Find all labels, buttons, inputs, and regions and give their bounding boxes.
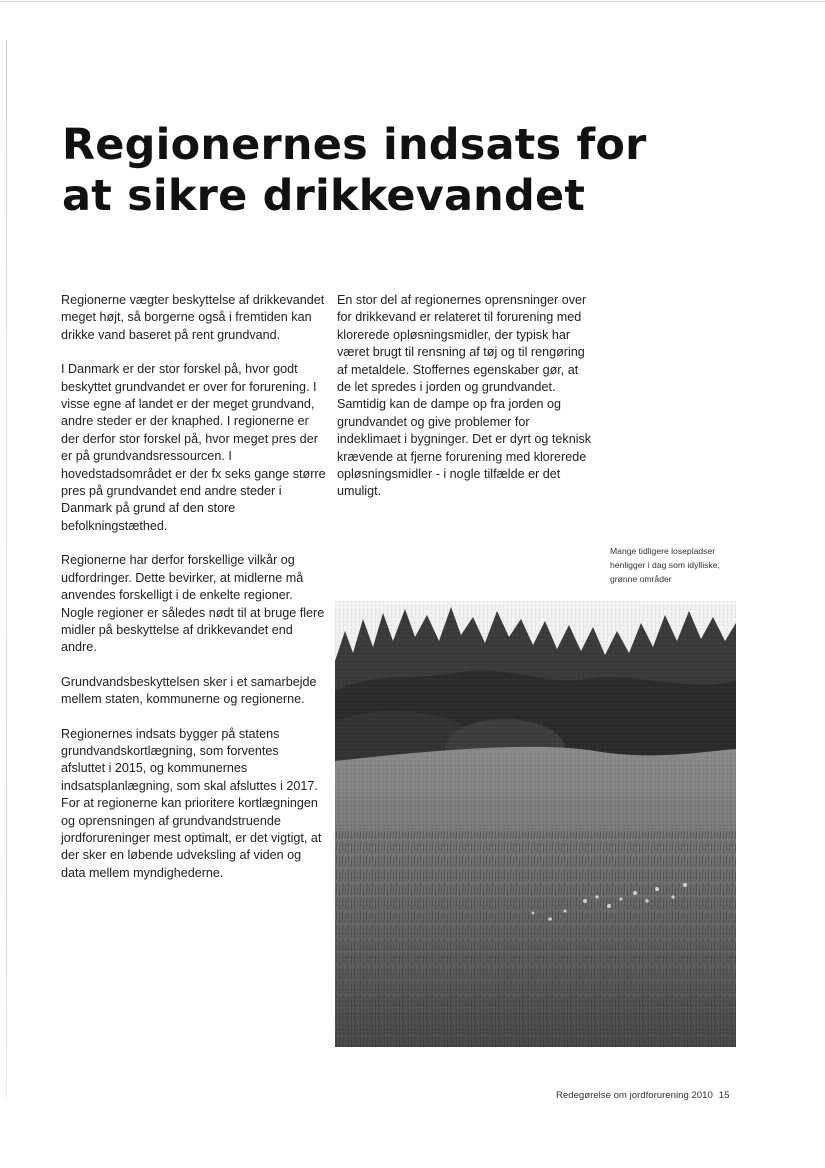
paragraph: En stor del af regionernes oprensninger over for drikkevand er relateret til forurening med klorerede opløsningsmidler, der typisk har været brugt til rensning af tøj og til rengøring af metaldele. Stoffernes egenskaber gør, at de let spredes i jorden og grundvandet. Samtidig kan de dampe op fra jorden og grundvandet og give problemer for indeklimaet i bygninger. Det er dyrt og teknisk krævende at fjerne forurening med klorerede opløsningsmidler - i nogle tilfælde er det umuligt.: [337, 293, 592, 499]
page-footer: [556, 1090, 756, 1101]
paragraph: Grundvandsbeskyttelsen sker i et samarbejde mellem staten, kommunerne og regionerne.: [61, 674, 317, 707]
footer-text: Redegørelse om jordforurening 2010: [556, 1090, 713, 1101]
paragraph: Regionernes indsats bygger på statens grundvandskortlægning, som forventes afsluttet i 2015, og kommunernes indsatsplanlægning, som skal afsluttes i 2017. For at regionerne kan prioritere kortlægningen og oprensningen af grundvandstruende jordforureninger mest optimalt, er det vigtigt, at der sker en løbende udveksling af viden og data mellem myndighederne.: [61, 726, 322, 880]
paragraph: I Danmark er der stor forskel på, hvor godt beskyttet grundvandet er over for forurening. I visse egne af landet er der meget grundvand, andre steder er der knaphed. I regionerne er der derfor stor forskel på, hvor meget pres der er på grundvandsressourcen. I hovedstadsområdet er der fx seks gange større pres på grundvandet end andre steder i Danmark på grund af den store befolkningstæthed.: [61, 362, 326, 533]
figure-caption: Mange tidligere losepladser henligger i dag som idylliske, grønne områder: [610, 546, 720, 584]
scan-edge-top: [0, 1, 825, 2]
paragraph: Regionerne vægter beskyttelse af drikkevandet meget højt, så borgerne også i fremtiden kan drikke vand baseret på rent grundvand.: [61, 293, 325, 342]
page-title: Regionernes indsats for at sikre drikkevandet: [62, 120, 647, 221]
body-column-left: [61, 292, 326, 899]
page-number: 15: [718, 1090, 730, 1101]
meadow-photo: [335, 601, 736, 1047]
scan-edge-left: [6, 40, 7, 1100]
body-column-right: [337, 292, 595, 518]
paragraph: Regionerne har derfor forskellige vilkår og udfordringer. Dette bevirker, at midlerne må anvendes forskelligt i de enkelte regioner. Nogle regioner er således nødt til at bruge flere midler på beskyttelse af drikkevandet end andre.: [61, 553, 325, 655]
